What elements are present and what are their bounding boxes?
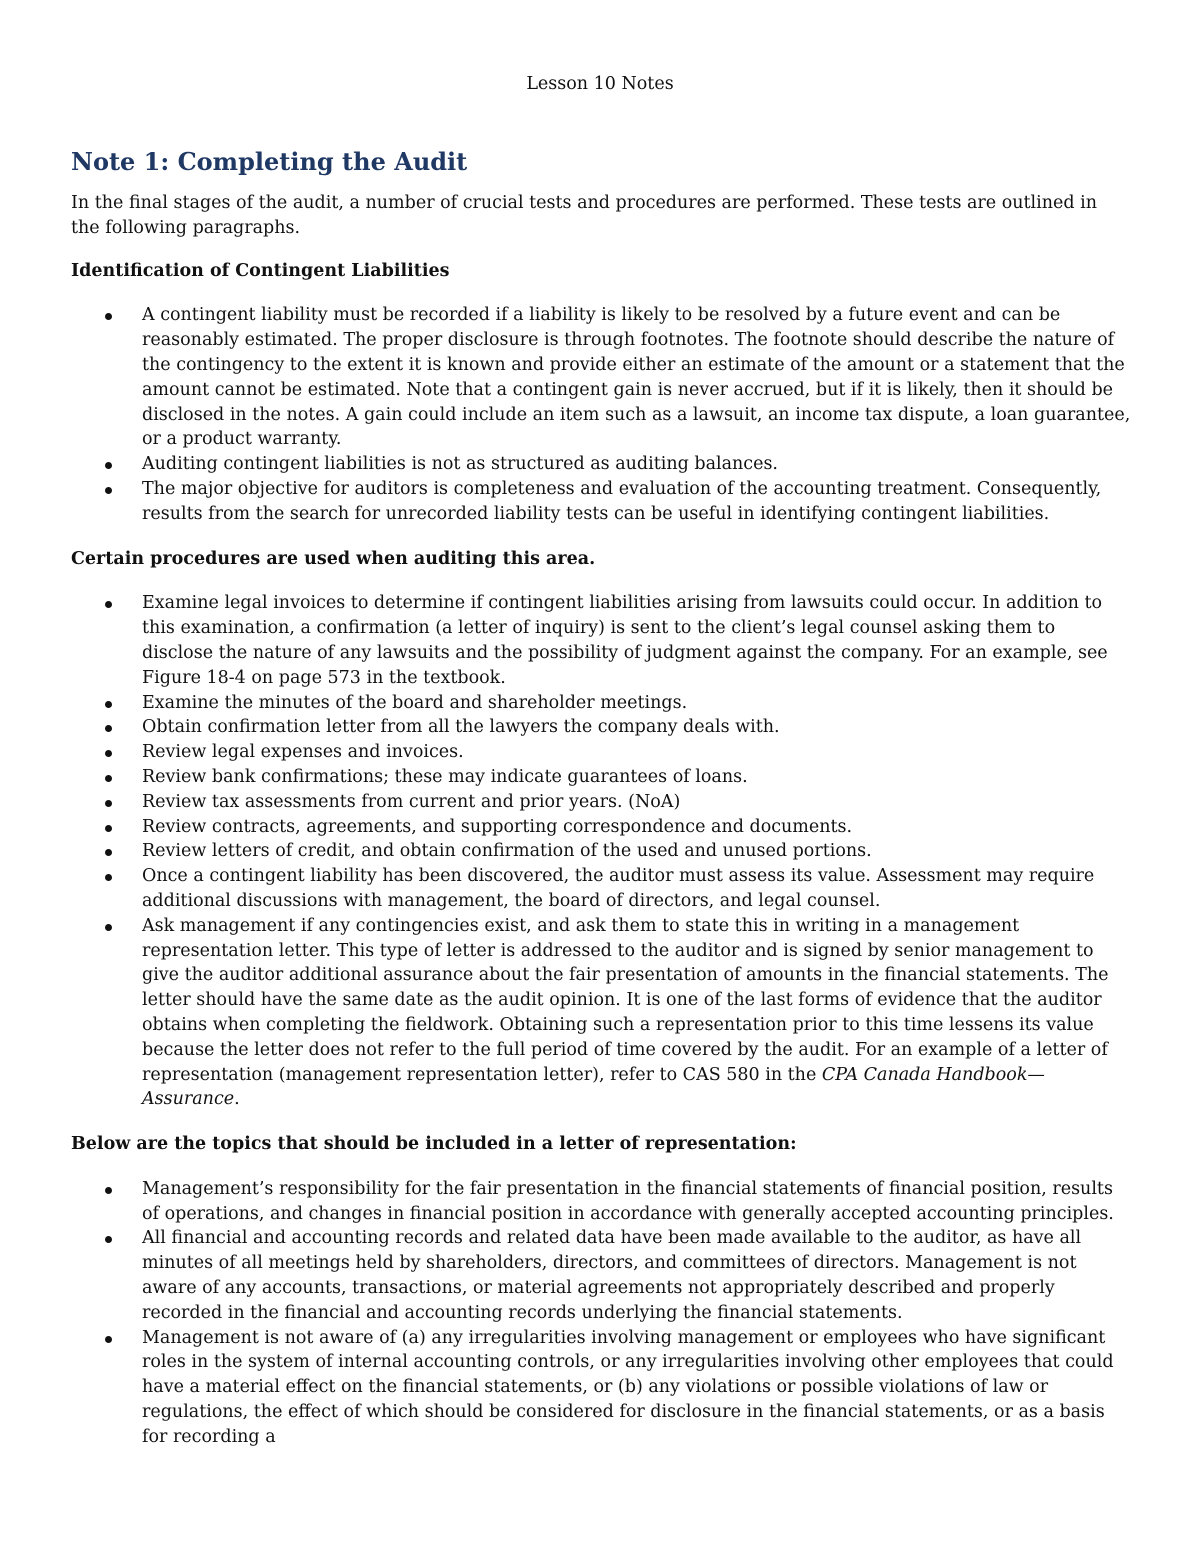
bullet-icon (105, 487, 112, 494)
section-heading-procedures: Certain procedures are used when auditing this area. (71, 548, 596, 569)
bullet-icon (105, 1336, 112, 1343)
list-item (142, 691, 1131, 716)
bullet-icon (105, 874, 112, 881)
list-item-text: The major objective for auditors is completeness and evaluation of the accounting treatment. Consequently, results from the search for unrecorded liability tests can be useful in identifying contingent liabilities. (142, 478, 1102, 524)
list-item (142, 1326, 1131, 1450)
bullet-icon (105, 1187, 112, 1194)
handbook-title: CPA Canada Handbook—Assurance (142, 1064, 1045, 1110)
list-item (142, 790, 1131, 815)
list-item (142, 452, 1131, 477)
list-item (142, 715, 1131, 740)
bullet-icon (105, 825, 112, 832)
bullet-icon (105, 462, 112, 469)
section-heading-contingent-liabilities: Identification of Contingent Liabilities (71, 260, 450, 281)
list-item-text: Review bank confirmations; these may indicate guarantees of loans. (142, 766, 748, 787)
list-item-text: Once a contingent liability has been discovered, the auditor must assess its value. Assessment may require additional discussions with management, the board of directors, and legal counsel. (142, 866, 1095, 911)
list-item (142, 740, 1131, 765)
list-item (142, 839, 1131, 864)
list-item (142, 765, 1131, 790)
list-item (142, 1177, 1131, 1227)
bullet-icon (105, 1236, 112, 1243)
bullet-icon (105, 849, 112, 856)
bullet-icon (105, 924, 112, 931)
section-heading-representation-topics: Below are the topics that should be included in a letter of representation: (71, 1134, 797, 1155)
bullet-icon (105, 601, 112, 608)
list-item (142, 591, 1131, 690)
bullet-icon (105, 725, 112, 732)
list-item-text: Review contracts, agreements, and supporting correspondence and documents. (142, 816, 853, 837)
list-item-text: Obtain confirmation letter from all the lawyers the company deals with. (142, 717, 780, 738)
list-item (142, 914, 1131, 1112)
bullet-icon (105, 313, 112, 320)
list-item-text: Review letters of credit, and obtain confirmation of the used and unused portions. (142, 841, 872, 862)
list-item (142, 864, 1131, 914)
bullet-icon (105, 750, 112, 757)
list-item-text: Management is not aware of (a) any irregularities involving management or employees who have significant roles in the system of internal accounting controls, or any irregularities involving other employees that could have a material effect on the financial statements, or (b) any violations or possible violations of law or regulations, the effect of which should be considered for disclosure in the financial statements, or as a basis for recording a (142, 1327, 1114, 1447)
list-item-end: . (234, 1089, 240, 1110)
list-item-text: Examine the minutes of the board and shareholder meetings. (142, 692, 688, 713)
list-item-text: Auditing contingent liabilities is not as structured as auditing balances. (142, 454, 778, 475)
list-item-text: Review tax assessments from current and prior years. (NoA) (142, 791, 681, 812)
list-item-text: Examine legal invoices to determine if contingent liabilities arising from lawsuits could occur. In addition to this examination, a confirmation (a letter of inquiry) is sent to the client’s legal counsel asking them to disclose the nature of any lawsuits and the possibility of judgment against the company. For an example, see Figure 18-4 on page 573 in the textbook. (142, 593, 1108, 688)
bullet-icon (105, 800, 112, 807)
list-item-text: All financial and accounting records and related data have been made available to the auditor, as have all minutes of all meetings held by shareholders, directors, and committees of directors. Management is not aware of any accounts, transactions, or material agreements not appropriately described and properly recorded in the financial and accounting records underlying the financial statements. (142, 1228, 1082, 1323)
representation-topics-list (71, 1177, 1131, 1450)
list-item (142, 303, 1131, 452)
list-item (142, 477, 1131, 527)
bullet-icon (105, 701, 112, 708)
bullet-icon (105, 775, 112, 782)
procedures-list (71, 591, 1131, 1112)
note-heading: Note 1: Completing the Audit (71, 147, 468, 176)
list-item-text: Ask management if any contingencies exist, and ask them to state this in writing in a management representation letter. This type of letter is addressed to the auditor and is signed by senior management to give the auditor additional assurance about the fair presentation of amounts in the financial statements. The letter should have the same date as the audit opinion. It is one of the last forms of evidence that the auditor obtains when completing the fieldwork. Obtaining such a representation prior to this time lessens its value because the letter does not refer to the full period of time covered by the audit. For an example of a letter of representation (management representation letter), refer to CAS 580 in the (142, 915, 1109, 1085)
list-item-text: Management’s responsibility for the fair presentation in the financial statements of financial position, results of operations, and changes in financial position in accordance with generally accepted accounting principles. (142, 1178, 1114, 1224)
list-item (142, 815, 1131, 840)
list-item (142, 1226, 1131, 1325)
note-intro: In the final stages of the audit, a number of crucial tests and procedures are performed. These tests are outlined in the following paragraphs. (71, 193, 1098, 238)
list-item-text: A contingent liability must be recorded if a liability is likely to be resolved by a future event and can be reasonably estimated. The proper disclosure is through footnotes. The footnote should describe the nature of the contingency to the extent it is known and provide either an estimate of the amount or a statement that the amount cannot be estimated. Note that a contingent gain is never accrued, but if it is likely, then it should be disclosed in the notes. A gain could include an item such as a lawsuit, an income tax dispute, a loan guarantee, or a product warranty. (142, 305, 1131, 450)
document-content (71, 146, 1131, 1450)
contingent-liabilities-list (71, 303, 1131, 526)
page-header-title: Lesson 10 Notes (526, 74, 674, 94)
list-item-text: Review legal expenses and invoices. (142, 742, 464, 763)
